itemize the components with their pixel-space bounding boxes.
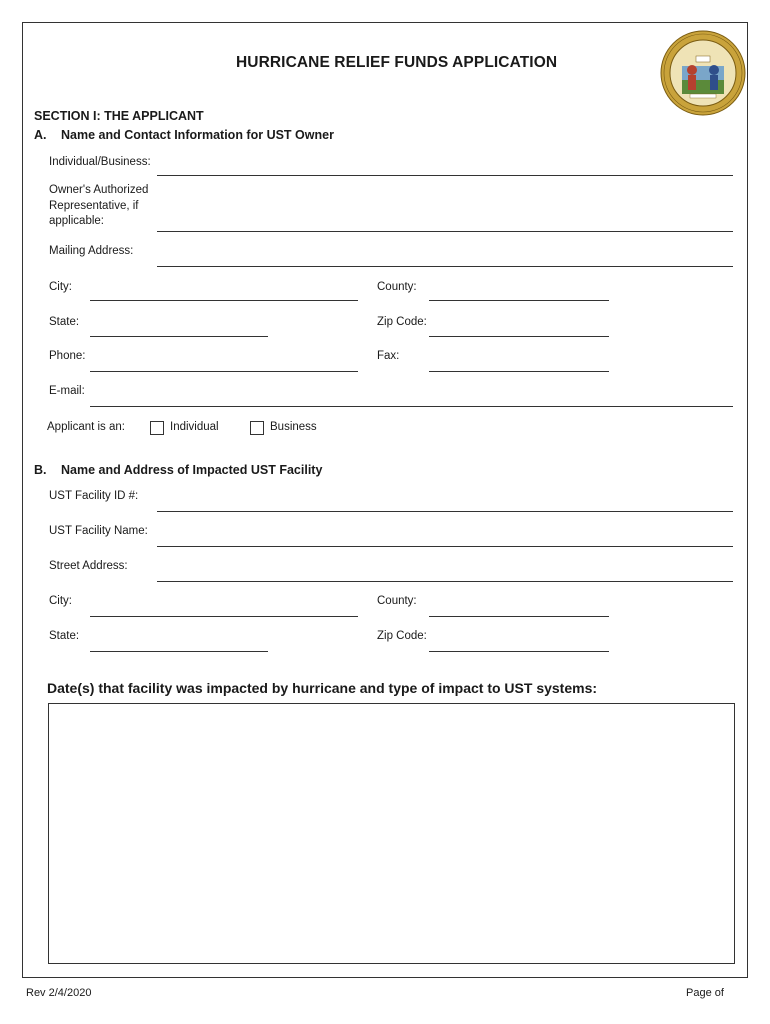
street-address-label: Street Address: (49, 560, 128, 572)
phone-field[interactable] (90, 371, 358, 372)
individual-business-field[interactable] (157, 175, 733, 176)
revision-date: Rev 2/4/2020 (26, 987, 92, 999)
facility-zip-field[interactable] (429, 651, 609, 652)
facility-id-label: UST Facility ID #: (49, 490, 139, 502)
business-option-label: Business (270, 421, 317, 433)
mailing-address-label: Mailing Address: (49, 245, 134, 257)
street-address-field[interactable] (157, 581, 733, 582)
impact-heading: Date(s) that facility was impacted by hurricane and type of impact to UST systems: (47, 680, 598, 696)
fax-field[interactable] (429, 371, 609, 372)
part-b-heading: Name and Address of Impacted UST Facility (61, 463, 323, 477)
mailing-address-field[interactable] (157, 266, 733, 267)
zip-field[interactable] (429, 336, 609, 337)
state-field[interactable] (90, 336, 268, 337)
owner-rep-label-2: Representative, if (49, 200, 139, 212)
facility-name-label: UST Facility Name: (49, 525, 148, 537)
county-field[interactable] (429, 300, 609, 301)
part-a-letter: A. (34, 128, 47, 142)
individual-business-label: Individual/Business: (49, 156, 151, 168)
city-label: City: (49, 281, 72, 293)
owner-rep-label-3: applicable: (49, 215, 104, 227)
facility-id-field[interactable] (157, 511, 733, 512)
impact-description-textarea[interactable] (48, 703, 735, 964)
facility-state-label: State: (49, 630, 80, 642)
facility-city-label: City: (49, 595, 72, 607)
email-field[interactable] (90, 406, 733, 407)
facility-state-field[interactable] (90, 651, 268, 652)
part-a-heading: Name and Contact Information for UST Owner (61, 128, 334, 142)
county-label: County: (377, 281, 417, 293)
individual-option-label: Individual (170, 421, 219, 433)
section-title: SECTION I: THE APPLICANT (34, 109, 204, 123)
state-label: State: (49, 316, 80, 328)
facility-zip-label: Zip Code: (377, 630, 427, 642)
facility-city-field[interactable] (90, 616, 358, 617)
owner-rep-label-1: Owner's Authorized (49, 184, 149, 196)
form-title: HURRICANE RELIEF FUNDS APPLICATION (236, 54, 558, 71)
zip-label: Zip Code: (377, 316, 427, 328)
fax-label: Fax: (377, 350, 400, 362)
business-checkbox[interactable] (250, 421, 264, 435)
state-seal-icon (660, 30, 746, 116)
facility-county-field[interactable] (429, 616, 609, 617)
page-number: Page of (686, 987, 724, 999)
individual-checkbox[interactable] (150, 421, 164, 435)
city-field[interactable] (90, 300, 358, 301)
owner-rep-field[interactable] (157, 231, 733, 232)
facility-county-label: County: (377, 595, 417, 607)
email-label: E-mail: (49, 385, 85, 397)
facility-name-field[interactable] (157, 546, 733, 547)
part-b-letter: B. (34, 463, 47, 477)
phone-label: Phone: (49, 350, 86, 362)
applicant-type-label: Applicant is an: (47, 421, 125, 433)
